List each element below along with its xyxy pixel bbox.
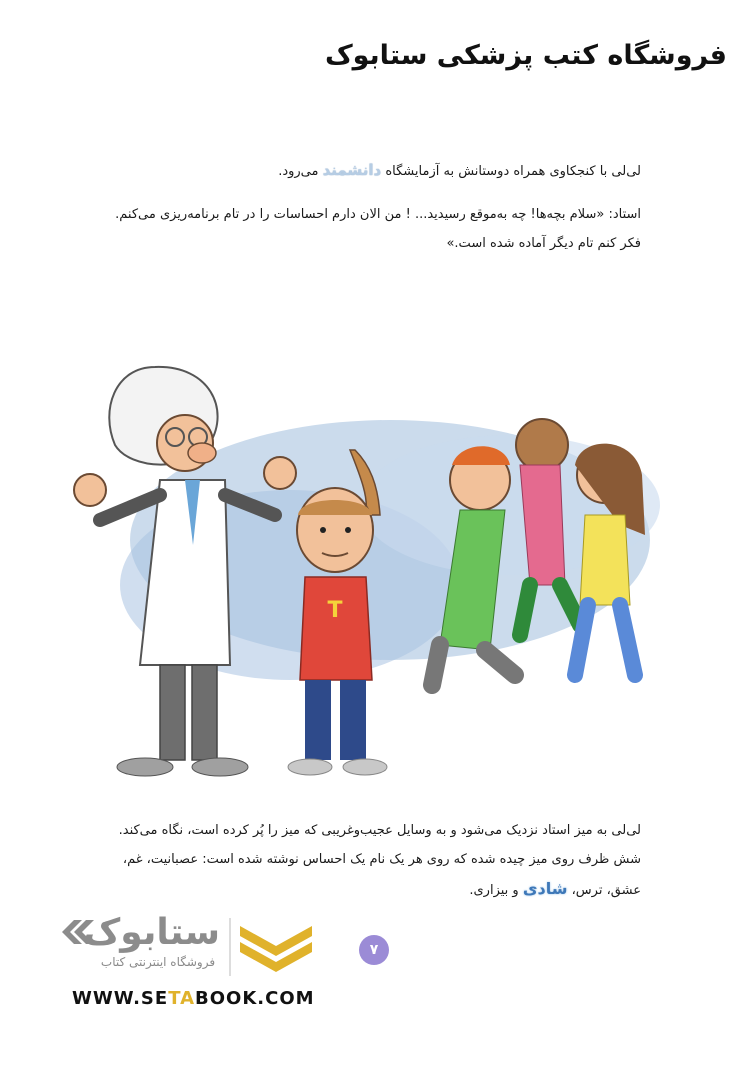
table-line-2: شش ظرف روی میز چیده شده که روی هر یک نام یک احساس نوشته شده است: عصبانیت، غم، <box>122 852 641 867</box>
store-title: فروشگاه کتب پزشکی ستابوک <box>324 40 727 71</box>
table-line-1: لی‌لی به میز استاد نزدیک می‌شود و به وسایل عجیب‌وغریبی که میز را پُر کرده است، نگاه می‌کند. <box>118 823 641 838</box>
table-line-3 <box>101 874 641 905</box>
joy-ornate-word: شادی <box>522 879 568 898</box>
site-url-part-3: BOOK.COM <box>195 988 315 1009</box>
logo-tagline: فروشگاه اینترنتی کتاب <box>100 955 216 969</box>
site-url[interactable] <box>72 988 332 1009</box>
professor-line-2: فکر کنم تام دیگر آماده شده است.» <box>446 236 641 251</box>
intro-text-after: می‌رود. <box>278 164 319 179</box>
paragraph-table <box>101 816 641 905</box>
professor-line-1: استاد: «سلام بچه‌ها! چه به‌موقع رسیدید... ! من الان دارم احساسات را در تام برنامه‌ریزی می‌کنم. <box>115 207 641 222</box>
site-url-part-2: TA <box>168 988 196 1009</box>
intro-ornate-word: دانشمند <box>322 161 382 179</box>
logo-divider <box>229 918 231 976</box>
book-stack-icon <box>240 926 312 972</box>
site-url-part-1: WWW.SE <box>72 988 169 1009</box>
logo-wordmark: ستابوک <box>83 912 220 953</box>
kids-group-figure <box>432 419 645 685</box>
shirt-letter: T <box>327 598 343 623</box>
paragraph-intro <box>101 156 641 186</box>
paragraph-professor <box>101 200 641 258</box>
page-number-badge: ۷ <box>359 935 389 965</box>
story-illustration <box>60 355 680 800</box>
intro-text-before: لی‌لی با کنجکاوی همراه دوستانش به آزمایشگاه <box>385 164 641 179</box>
table-line-3-after: و بیزاری. <box>469 883 519 898</box>
table-line-3-before: عشق، ترس، <box>571 883 641 898</box>
